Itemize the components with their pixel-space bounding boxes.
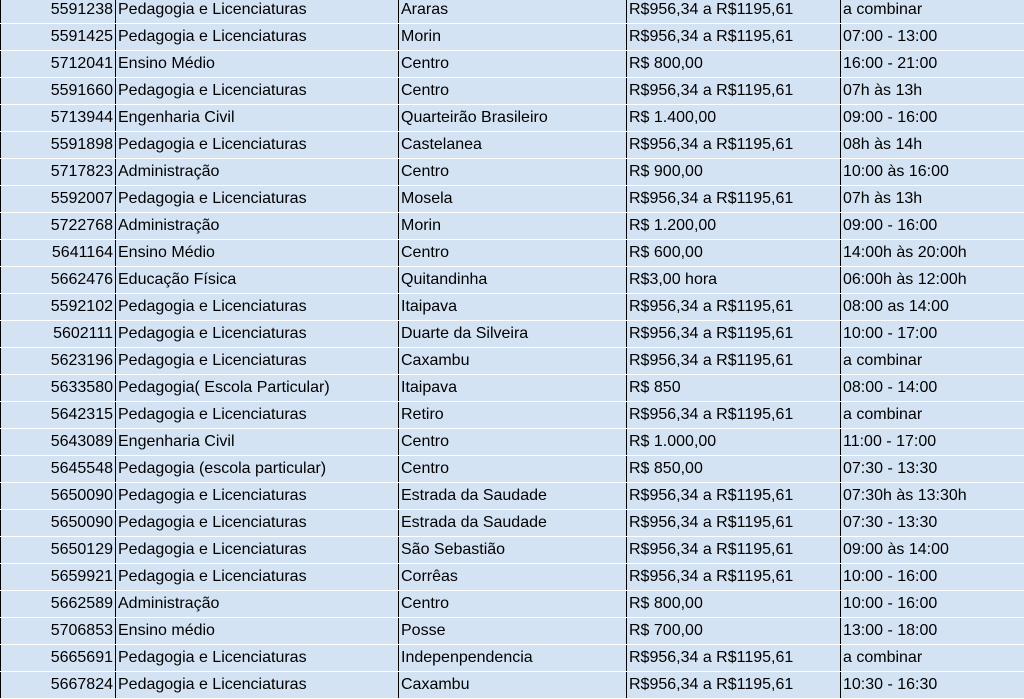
cell-code[interactable]: 5667824: [1, 672, 116, 699]
cell-area[interactable]: Pedagogia e Licenciaturas: [116, 78, 399, 105]
cell-location[interactable]: Centro: [399, 240, 627, 267]
cell-area[interactable]: Ensino Médio: [116, 240, 399, 267]
cell-location[interactable]: Centro: [399, 456, 627, 483]
cell-salary[interactable]: R$956,34 a R$1195,61: [627, 294, 841, 321]
cell-location[interactable]: Centro: [399, 159, 627, 186]
cell-schedule[interactable]: 07:30 - 13:30: [841, 456, 1024, 483]
cell-schedule[interactable]: 06:00h às 12:00h: [841, 267, 1024, 294]
cell-salary[interactable]: R$956,34 a R$1195,61: [627, 564, 841, 591]
cell-code[interactable]: 5665691: [1, 645, 116, 672]
cell-location[interactable]: Posse: [399, 618, 627, 645]
cell-area[interactable]: Ensino médio: [116, 618, 399, 645]
table-row: [1, 240, 1024, 267]
cell-schedule[interactable]: 10:00 - 17:00: [841, 321, 1024, 348]
cell-code[interactable]: 5712041: [1, 51, 116, 78]
table-row: [1, 456, 1024, 483]
cell-code[interactable]: 5591425: [1, 24, 116, 51]
cell-schedule[interactable]: 09:00 - 16:00: [841, 213, 1024, 240]
cell-area[interactable]: Pedagogia e Licenciaturas: [116, 402, 399, 429]
table-row: [1, 348, 1024, 375]
cell-area[interactable]: Pedagogia e Licenciaturas: [116, 537, 399, 564]
cell-code[interactable]: 5591898: [1, 132, 116, 159]
cell-code[interactable]: 5717823: [1, 159, 116, 186]
cell-schedule[interactable]: 10:30 - 16:30: [841, 672, 1024, 699]
cell-location[interactable]: Morin: [399, 24, 627, 51]
cell-schedule[interactable]: 10:00 às 16:00: [841, 159, 1024, 186]
cell-area[interactable]: Pedagogia (escola particular): [116, 456, 399, 483]
cell-code[interactable]: 5591238: [1, 0, 116, 24]
cell-salary[interactable]: R$956,34 a R$1195,61: [627, 645, 841, 672]
cell-code[interactable]: 5650090: [1, 483, 116, 510]
cell-salary[interactable]: R$ 800,00: [627, 51, 841, 78]
table-body: [1, 0, 1024, 699]
table-row: [1, 213, 1024, 240]
cell-location[interactable]: Mosela: [399, 186, 627, 213]
cell-code[interactable]: 5602111: [1, 321, 116, 348]
cell-code[interactable]: 5706853: [1, 618, 116, 645]
cell-schedule[interactable]: 11:00 - 17:00: [841, 429, 1024, 456]
cell-area[interactable]: Engenharia Civil: [116, 429, 399, 456]
table-row: [1, 24, 1024, 51]
cell-salary[interactable]: R$956,34 a R$1195,61: [627, 483, 841, 510]
cell-schedule[interactable]: 08:00 - 14:00: [841, 375, 1024, 402]
cell-location[interactable]: Centro: [399, 591, 627, 618]
cell-code[interactable]: 5659921: [1, 564, 116, 591]
cell-location[interactable]: Quitandinha: [399, 267, 627, 294]
cell-location[interactable]: Centro: [399, 429, 627, 456]
cell-code[interactable]: 5662589: [1, 591, 116, 618]
cell-salary[interactable]: R$956,34 a R$1195,61: [627, 321, 841, 348]
cell-area[interactable]: Administração: [116, 213, 399, 240]
cell-location[interactable]: Itaipava: [399, 375, 627, 402]
cell-salary[interactable]: R$ 900,00: [627, 159, 841, 186]
cell-location[interactable]: Indepenpendencia: [399, 645, 627, 672]
cell-location[interactable]: Retiro: [399, 402, 627, 429]
cell-salary[interactable]: R$ 850,00: [627, 456, 841, 483]
cell-schedule[interactable]: 07:00 - 13:00: [841, 24, 1024, 51]
cell-area[interactable]: Pedagogia e Licenciaturas: [116, 0, 399, 24]
table-row: [1, 483, 1024, 510]
table-row: [1, 321, 1024, 348]
cell-schedule[interactable]: 09:00 às 14:00: [841, 537, 1024, 564]
cell-code[interactable]: 5662476: [1, 267, 116, 294]
cell-area[interactable]: Pedagogia e Licenciaturas: [116, 186, 399, 213]
cell-salary[interactable]: R$ 1.200,00: [627, 213, 841, 240]
cell-schedule[interactable]: 07:30 - 13:30: [841, 510, 1024, 537]
cell-location[interactable]: Castelanea: [399, 132, 627, 159]
cell-code[interactable]: 5591660: [1, 78, 116, 105]
table-row: [1, 51, 1024, 78]
cell-schedule[interactable]: a combinar: [841, 645, 1024, 672]
table-row: [1, 564, 1024, 591]
table-row: [1, 672, 1024, 699]
cell-location[interactable]: Duarte da Silveira: [399, 321, 627, 348]
table-row: [1, 0, 1024, 24]
table-row: [1, 618, 1024, 645]
cell-code[interactable]: 5643089: [1, 429, 116, 456]
cell-code[interactable]: 5713944: [1, 105, 116, 132]
cell-salary[interactable]: R$956,34 a R$1195,61: [627, 402, 841, 429]
cell-code[interactable]: 5645548: [1, 456, 116, 483]
cell-salary[interactable]: R$ 800,00: [627, 591, 841, 618]
cell-salary[interactable]: R$ 700,00: [627, 618, 841, 645]
cell-code[interactable]: 5633580: [1, 375, 116, 402]
cell-area[interactable]: Pedagogia e Licenciaturas: [116, 348, 399, 375]
table-row: [1, 267, 1024, 294]
cell-area[interactable]: Pedagogia e Licenciaturas: [116, 321, 399, 348]
cell-location[interactable]: Centro: [399, 78, 627, 105]
table-row: [1, 591, 1024, 618]
table-row: [1, 294, 1024, 321]
cell-schedule[interactable]: 14:00h às 20:00h: [841, 240, 1024, 267]
cell-salary[interactable]: R$956,34 a R$1195,61: [627, 24, 841, 51]
table-row: [1, 375, 1024, 402]
cell-code[interactable]: 5722768: [1, 213, 116, 240]
cell-schedule[interactable]: 16:00 - 21:00: [841, 51, 1024, 78]
cell-salary[interactable]: R$ 1.400,00: [627, 105, 841, 132]
table-row: [1, 78, 1024, 105]
cell-area[interactable]: Ensino Médio: [116, 51, 399, 78]
cell-schedule[interactable]: 13:00 - 18:00: [841, 618, 1024, 645]
cell-code[interactable]: 5641164: [1, 240, 116, 267]
cell-schedule[interactable]: 07h às 13h: [841, 186, 1024, 213]
table-row: [1, 159, 1024, 186]
cell-code[interactable]: 5623196: [1, 348, 116, 375]
cell-schedule[interactable]: 08:00 as 14:00: [841, 294, 1024, 321]
cell-salary[interactable]: R$ 600,00: [627, 240, 841, 267]
cell-area[interactable]: Engenharia Civil: [116, 105, 399, 132]
cell-code[interactable]: 5650090: [1, 510, 116, 537]
cell-code[interactable]: 5642315: [1, 402, 116, 429]
cell-area[interactable]: Pedagogia e Licenciaturas: [116, 645, 399, 672]
cell-location[interactable]: Corrêas: [399, 564, 627, 591]
cell-area[interactable]: Pedagogia e Licenciaturas: [116, 510, 399, 537]
cell-schedule[interactable]: 07h às 13h: [841, 78, 1024, 105]
cell-schedule[interactable]: a combinar: [841, 402, 1024, 429]
cell-schedule[interactable]: 09:00 - 16:00: [841, 105, 1024, 132]
cell-area[interactable]: Educação Física: [116, 267, 399, 294]
table-row: [1, 186, 1024, 213]
cell-salary[interactable]: R$3,00 hora: [627, 267, 841, 294]
cell-salary[interactable]: R$ 1.000,00: [627, 429, 841, 456]
cell-schedule[interactable]: 10:00 - 16:00: [841, 591, 1024, 618]
cell-schedule[interactable]: a combinar: [841, 0, 1024, 24]
cell-salary[interactable]: R$956,34 a R$1195,61: [627, 348, 841, 375]
cell-area[interactable]: Pedagogia e Licenciaturas: [116, 672, 399, 699]
table-row: [1, 132, 1024, 159]
cell-location[interactable]: Estrada da Saudade: [399, 510, 627, 537]
cell-area[interactable]: Pedagogia e Licenciaturas: [116, 564, 399, 591]
table-row: [1, 510, 1024, 537]
cell-salary[interactable]: R$ 850: [627, 375, 841, 402]
cell-code[interactable]: 5592007: [1, 186, 116, 213]
cell-salary[interactable]: R$956,34 a R$1195,61: [627, 78, 841, 105]
cell-area[interactable]: Administração: [116, 159, 399, 186]
cell-area[interactable]: Pedagogia e Licenciaturas: [116, 132, 399, 159]
cell-schedule[interactable]: 07:30h às 13:30h: [841, 483, 1024, 510]
cell-location[interactable]: Centro: [399, 51, 627, 78]
table-row: [1, 105, 1024, 132]
cell-location[interactable]: Itaipava: [399, 294, 627, 321]
cell-area[interactable]: Administração: [116, 591, 399, 618]
cell-salary[interactable]: R$956,34 a R$1195,61: [627, 537, 841, 564]
cell-area[interactable]: Pedagogia e Licenciaturas: [116, 483, 399, 510]
table-row: [1, 645, 1024, 672]
cell-code[interactable]: 5650129: [1, 537, 116, 564]
cell-salary[interactable]: R$956,34 a R$1195,61: [627, 510, 841, 537]
cell-area[interactable]: Pedagogia e Licenciaturas: [116, 24, 399, 51]
cell-location[interactable]: Caxambu: [399, 348, 627, 375]
table-row: [1, 429, 1024, 456]
cell-salary[interactable]: R$956,34 a R$1195,61: [627, 672, 841, 699]
cell-area[interactable]: Pedagogia( Escola Particular): [116, 375, 399, 402]
cell-location[interactable]: Morin: [399, 213, 627, 240]
cell-salary[interactable]: R$956,34 a R$1195,61: [627, 132, 841, 159]
cell-code[interactable]: 5592102: [1, 294, 116, 321]
table-row: [1, 402, 1024, 429]
cell-salary[interactable]: R$956,34 a R$1195,61: [627, 186, 841, 213]
cell-location[interactable]: Estrada da Saudade: [399, 483, 627, 510]
cell-location[interactable]: Quarteirão Brasileiro: [399, 105, 627, 132]
table-row: [1, 537, 1024, 564]
cell-location[interactable]: Caxambu: [399, 672, 627, 699]
cell-schedule[interactable]: a combinar: [841, 348, 1024, 375]
cell-area[interactable]: Pedagogia e Licenciaturas: [116, 294, 399, 321]
cell-location[interactable]: Araras: [399, 0, 627, 24]
cell-schedule[interactable]: 10:00 - 16:00: [841, 564, 1024, 591]
cell-salary[interactable]: R$956,34 a R$1195,61: [627, 0, 841, 24]
cell-schedule[interactable]: 08h às 14h: [841, 132, 1024, 159]
cell-location[interactable]: São Sebastião: [399, 537, 627, 564]
